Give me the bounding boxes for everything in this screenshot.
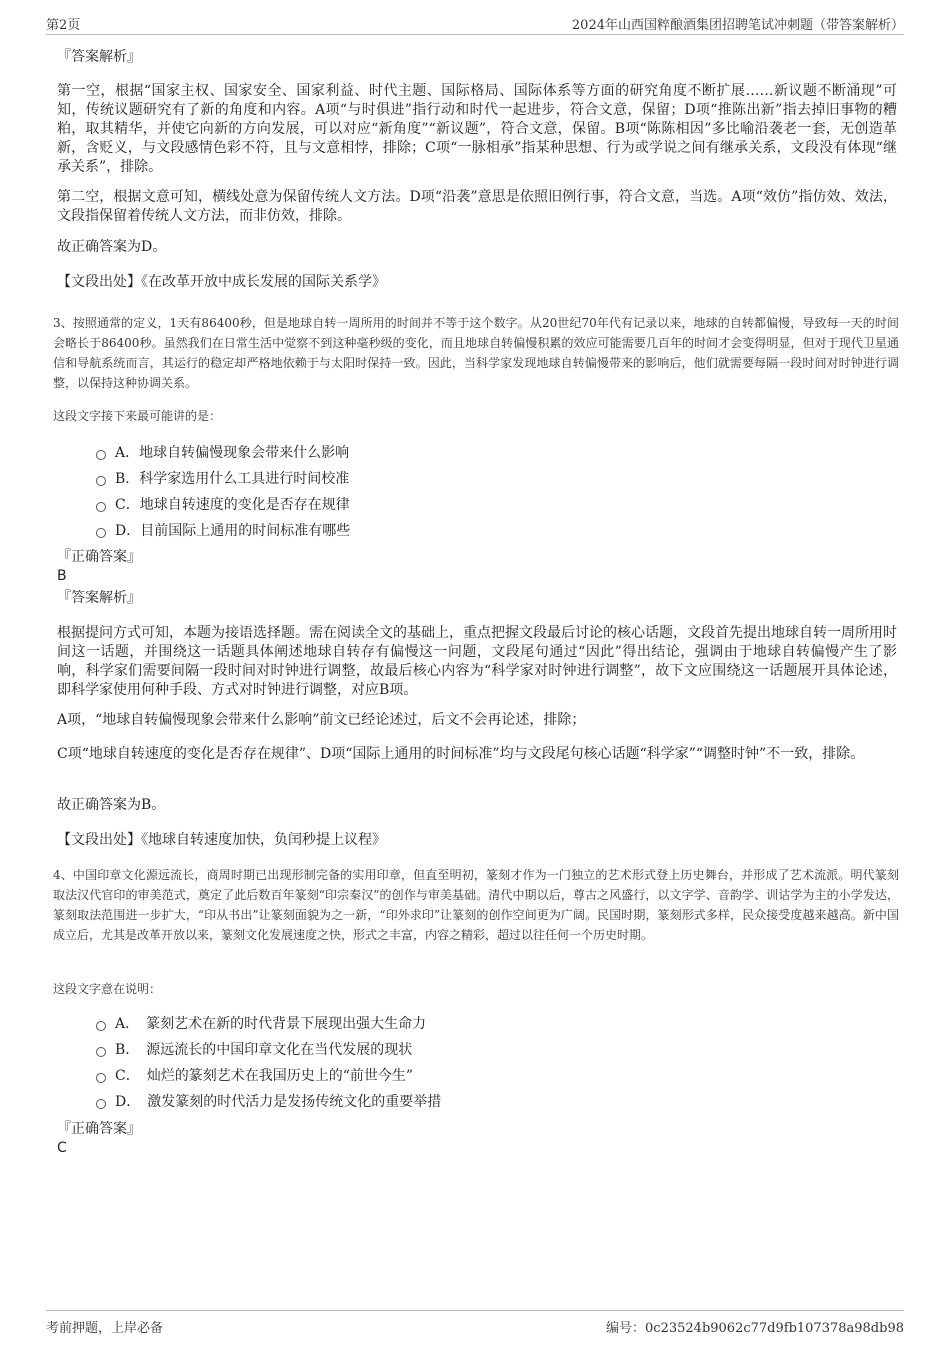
radio-button[interactable] xyxy=(96,1047,106,1057)
option-a[interactable]: A．地球自转偏慢现象会带来什么影响 xyxy=(96,440,796,466)
analysis-conclusion: 故正确答案为B。 xyxy=(57,797,166,813)
analysis-label: 『答案解析』 xyxy=(57,590,141,606)
option-a[interactable]: A． 篆刻艺术在新的时代背景下展现出强大生命力 xyxy=(96,1011,796,1037)
correct-answer-label: 『正确答案』 xyxy=(57,549,141,565)
radio-button[interactable] xyxy=(96,450,106,460)
radio-button[interactable] xyxy=(96,1021,106,1031)
source-citation: 【文段出处】《地球自转速度加快，负闰秒提上议程》 xyxy=(57,832,386,848)
option-c[interactable]: C．地球自转速度的变化是否存在规律 xyxy=(96,492,796,518)
document-title: 2024年山西国粹酿酒集团招聘笔试冲刺题（带答案解析） xyxy=(571,18,904,33)
question-stem: 4、中国印章文化源远流长，商周时期已出现形制完备的实用印章，但直至明初，篆刻才作为一门独立的艺术形式登上历史舞台，并形成了艺术流派。明代篆刻取法汉代官印的审美范式，奠定了此后数百年篆刻“印宗秦汉”的创作与审美基础。清代中期以后，尊古之风盛行，以文字学、音韵学、训诂学为主的小学发达，篆刻取法范围进一步扩大，“印从书出”让篆刻面貌为之一新，“印外求印”让篆刻的创作空间更为广阔。民国时期，篆刻形式多样，民众接受度越来越高。新中国成立后，尤其是改革开放以来，篆刻文化发展速度之快，形式之丰富，内容之精彩，超过以往任何一个历史时期。 xyxy=(53,868,899,942)
option-list xyxy=(96,1011,796,1115)
analysis-paragraph: 第二空，根据文意可知，横线处意为保留传统人文方法。D项“沿袭”意思是依照旧例行事，符合文意，当选。A项“效仿”指仿效、效法，文段指保留着传统人文方法，而非仿效，排除。 xyxy=(57,189,897,224)
radio-button[interactable] xyxy=(96,1073,106,1083)
radio-button[interactable] xyxy=(96,502,106,512)
analysis-paragraph: A项，“地球自转偏慢现象会带来什么影响”前文已经论述过，后文不会再论述，排除； xyxy=(57,712,586,728)
analysis-paragraph: C项“地球自转速度的变化是否存在规律”、D项“国际上通用的时间标准”均与文段尾句核心话题“科学家”“调整时钟”不一致，排除。 xyxy=(57,746,865,762)
radio-button[interactable] xyxy=(96,528,106,538)
footer-note: 考前押题，上岸必备 xyxy=(46,1321,164,1336)
page-header xyxy=(46,14,904,35)
option-d[interactable]: D． 激发篆刻的时代活力是发扬传统文化的重要举措 xyxy=(96,1089,796,1115)
analysis-paragraph: 第一空，根据“国家主权、国家安全、国家利益、时代主题、国际格局、国际体系等方面的研究角度不断扩展……新议题不断涌现”可知，传统议题研究有了新的角度和内容。A项“与时俱进”指行动和时代一起进步，符合文意，保留；D项“推陈出新”指去掉旧事物的糟粕，取其精华，并使它向新的方向发展，可以对应“新角度”“新议题”，符合文意，保留。B项“陈陈相因”多比喻沿袭老一套，无创造革新，含贬义，与文段感情色彩不符，且与文意相悖，排除；C项“一脉相承”指某种思想、行为或学说之间有继承关系，文段没有体现“继承关系”，排除。 xyxy=(57,83,897,175)
correct-answer: B xyxy=(57,568,67,584)
question-stem: 3、按照通常的定义，1天有86400秒，但是地球自转一周所用的时间并不等于这个数字。从20世纪70年代有记录以来，地球的自转都偏慢，导致每一天的时间会略长于86400秒。虽然我们在日常生活中觉察不到这种毫秒级的变化，而且地球自转偏慢积累的效应可能需要几百年的时间才会变得明显，但对于现代卫星通信和导航系统而言，其运行的稳定却严格地依赖于与太阳时保持一致。因此，当科学家发现地球自转偏慢带来的影响后，他们就需要每隔一段时间对时钟进行调整，以保持这种协调关系。 xyxy=(53,316,899,390)
analysis-paragraph: 根据提问方式可知，本题为接语选择题。需在阅读全文的基础上，重点把握文段最后讨论的核心话题，文段首先提出地球自转一周所用时间这一话题，并围绕这一话题具体阐述地球自转存有偏慢这一问题，文段尾句通过“因此”得出结论，强调由于地球自转偏慢产生了影响，科学家们需要间隔一段时间对时钟进行调整，故最后核心内容为“科学家对时钟进行调整”，故下文应围绕这一话题展开具体论述，即科学家使用何种手段、方式对时钟进行调整，对应B项。 xyxy=(57,625,897,698)
option-d[interactable]: D．目前国际上通用的时间标准有哪些 xyxy=(96,518,796,544)
analysis-conclusion: 故正确答案为D。 xyxy=(57,239,167,255)
correct-answer-label: 『正确答案』 xyxy=(57,1121,141,1137)
correct-answer: C xyxy=(57,1140,67,1156)
option-c[interactable]: C． 灿烂的篆刻艺术在我国历史上的“前世今生” xyxy=(96,1063,796,1089)
analysis-label: 『答案解析』 xyxy=(57,49,141,65)
option-b[interactable]: B．科学家选用什么工具进行时间校准 xyxy=(96,466,796,492)
radio-button[interactable] xyxy=(96,476,106,486)
page-number: 第2页 xyxy=(46,18,81,33)
option-list xyxy=(96,440,796,544)
question-prompt: 这段文字意在说明： xyxy=(53,982,162,996)
radio-button[interactable] xyxy=(96,1099,106,1109)
source-citation: 【文段出处】《在改革开放中成长发展的国际关系学》 xyxy=(57,274,386,290)
document-code: 编号：0c23524b9062c77d9fb107378a98db98 xyxy=(606,1321,904,1336)
page-footer xyxy=(46,1310,904,1335)
option-b[interactable]: B． 源远流长的中国印章文化在当代发展的现状 xyxy=(96,1037,796,1063)
question-prompt: 这段文字接下来最可能讲的是： xyxy=(53,409,222,423)
